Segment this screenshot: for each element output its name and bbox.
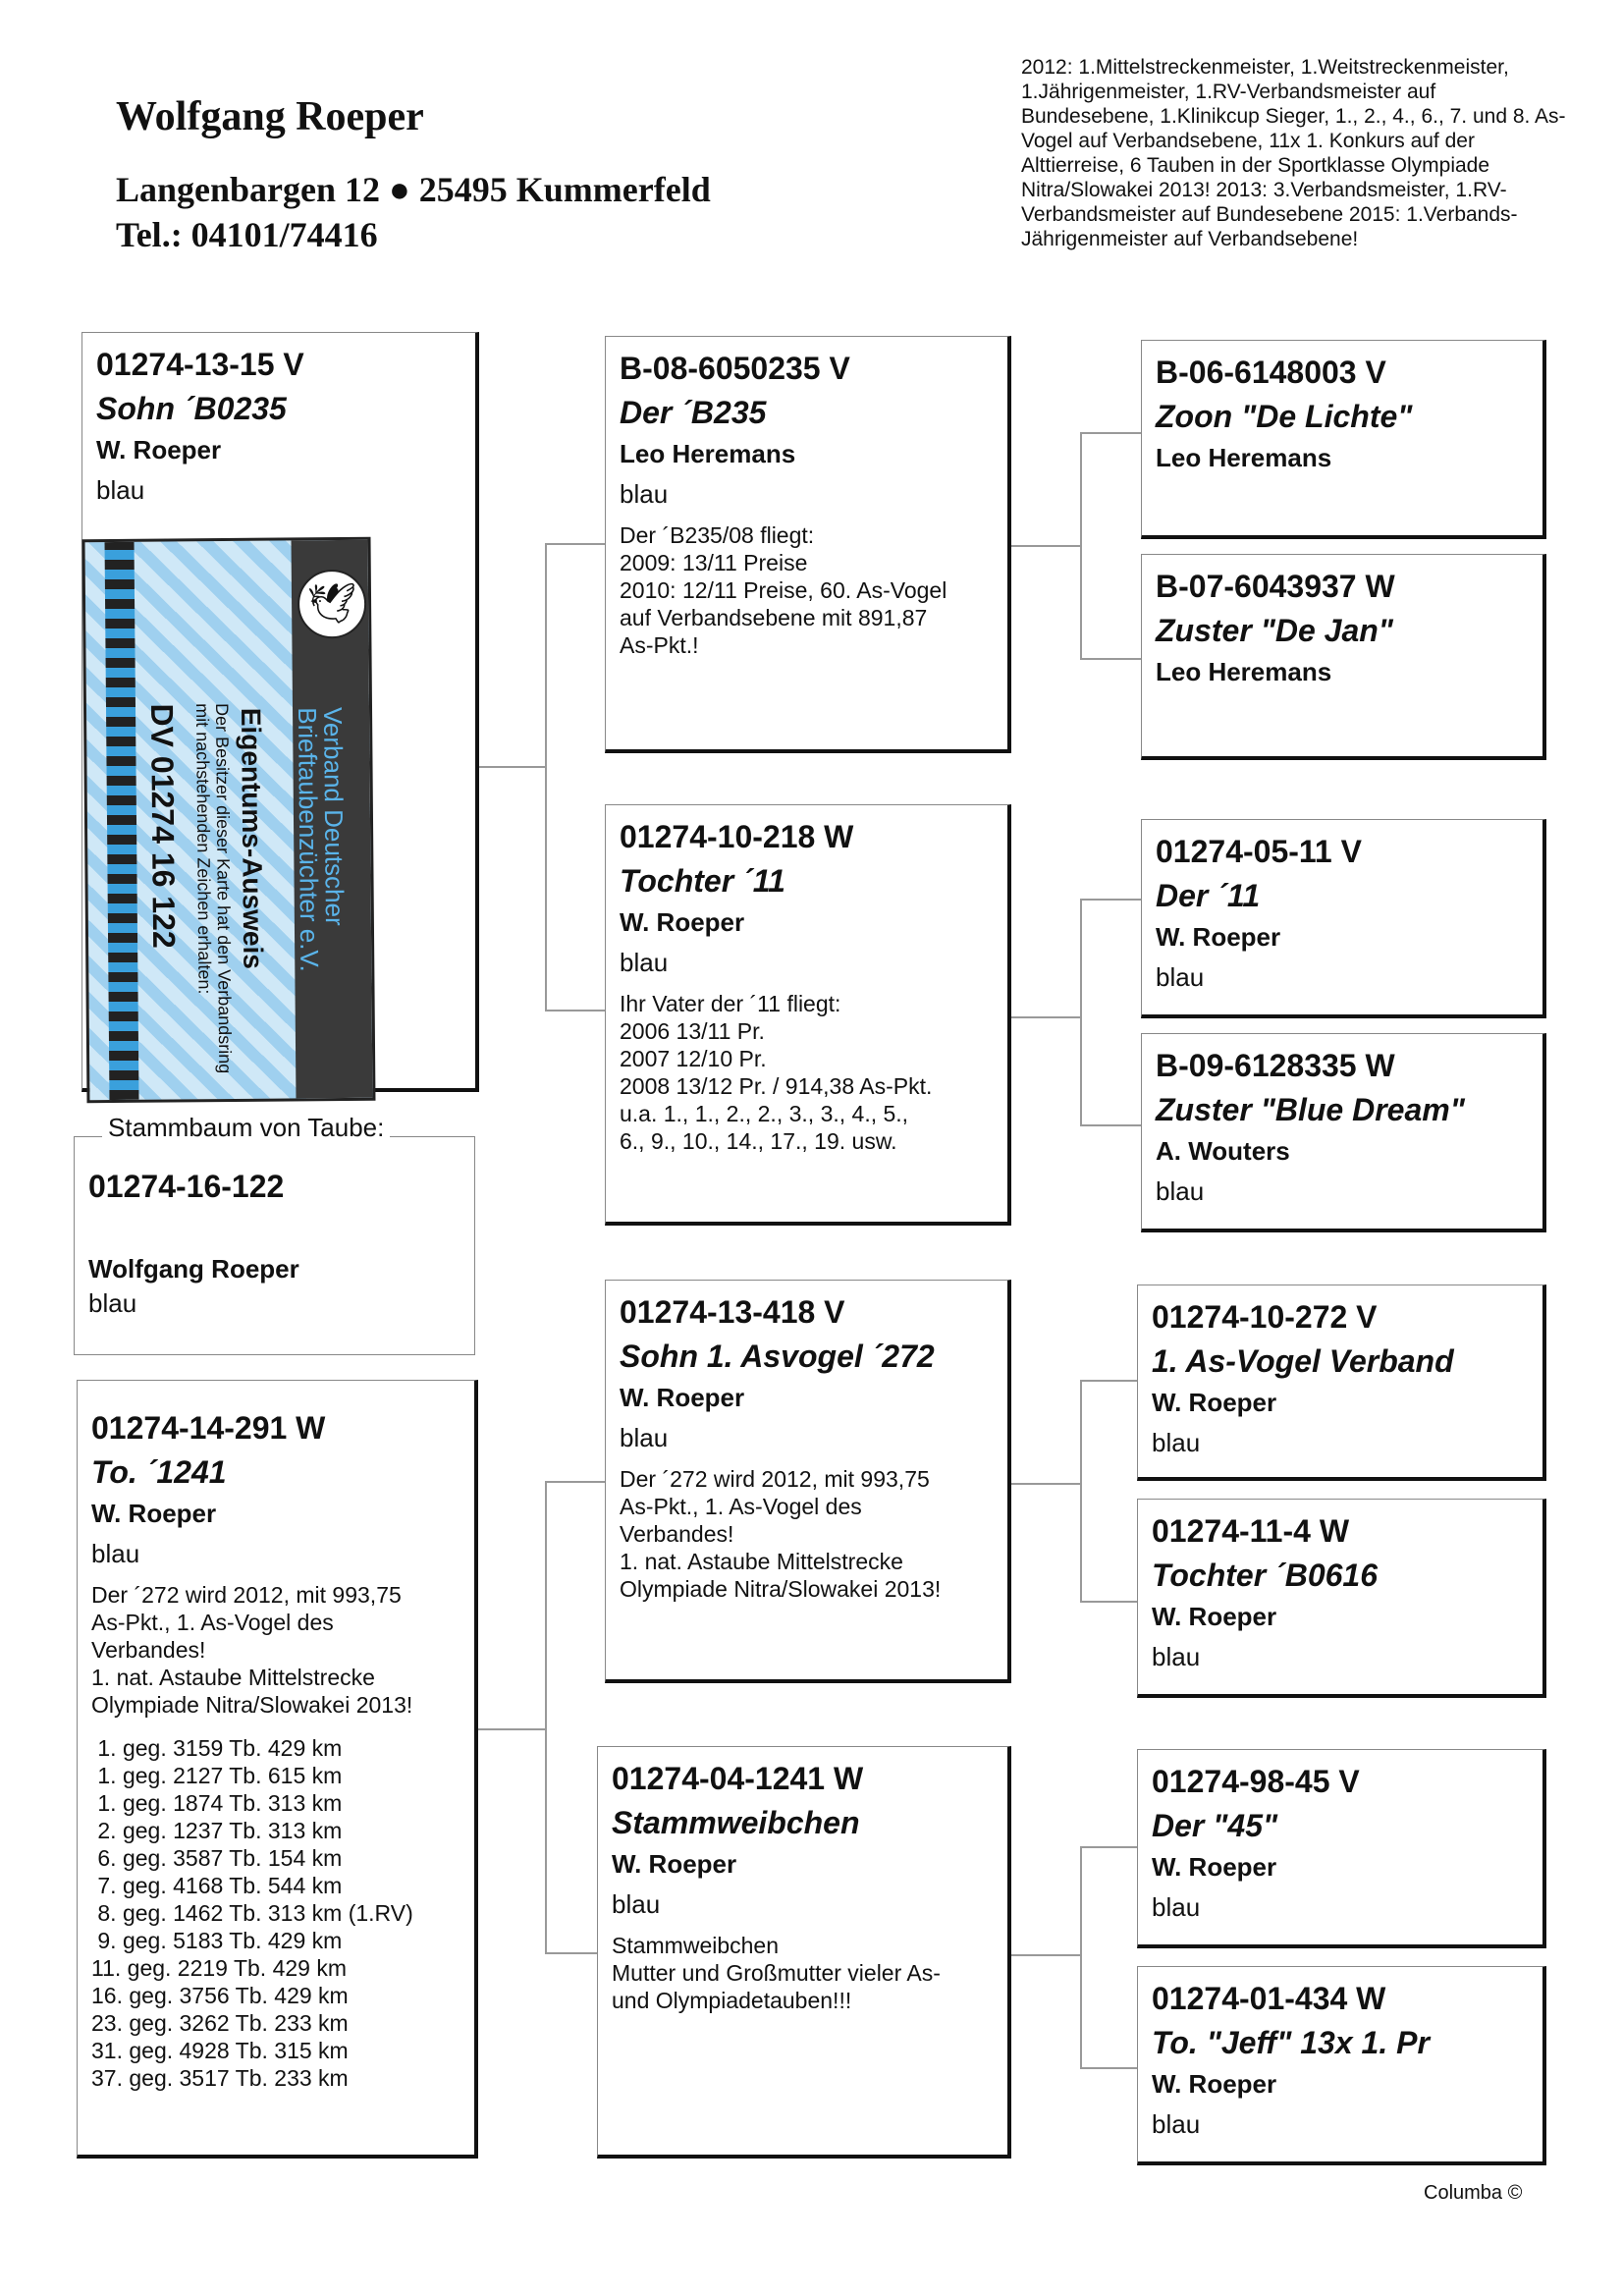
ggp-name: Der "45" [1152,1808,1278,1843]
ggp-name: 1. As-Vogel Verband [1152,1343,1454,1379]
ggp-id: B-06-6148003 V [1156,355,1386,390]
ggp-color: blau [1156,962,1205,992]
grandparent-breeder: Leo Heremans [620,439,796,468]
grandparent-id: 01274-13-418 V [620,1294,845,1330]
ggp-id: 01274-01-434 W [1152,1981,1386,2016]
subject-box [74,1136,475,1355]
card-title: Eigentums-Ausweis [236,707,269,969]
pedigree-label: Stammbaum von Taube: [102,1113,390,1143]
ggp-breeder: W. Roeper [1152,1388,1277,1417]
grandparent-note: Ihr Vater der ´11 fliegt: 2006 13/11 Pr. 2007 12/10 Pr. 2008 13/12 Pr. / 914,38 As-Pkt. u.a. 1., 1., 2., 2., 3., 3., 4., 5., 6., 9., 10., 14., 17., 19. usw. [620,991,933,1154]
subject-color: blau [88,1288,137,1318]
owner-phone: Tel.: 04101/74416 [116,215,378,254]
grandparent-box [605,1280,1011,1683]
grandparent-id: 01274-10-218 W [620,819,854,854]
ggp-name: To. "Jeff" 13x 1. Pr [1152,2025,1430,2060]
father-breeder: W. Roeper [96,435,222,465]
mother-color: blau [91,1539,140,1568]
great-grandparent-box [1137,1499,1546,1698]
ggp-id: 01274-10-272 V [1152,1299,1378,1335]
grandparent-id: B-08-6050235 V [620,351,850,386]
grandparent-color: blau [620,1423,669,1452]
ggp-name: Tochter ´B0616 [1152,1558,1378,1593]
card-text1: Der Besitzer dieser Karte hat den Verbandsring [211,702,236,1074]
great-grandparent-box [1141,819,1546,1018]
great-grandparent-box [1137,1966,1546,2165]
ggp-id: 01274-05-11 V [1156,834,1362,869]
grandparent-box [605,804,1011,1226]
grandparent-name: Sohn 1. Asvogel ´272 [620,1339,935,1374]
grandparent-name: Der ´B235 [620,395,767,430]
card-org-line2: Brieftaubenzüchter e.V. [293,707,325,972]
grandparent-breeder: W. Roeper [612,1849,737,1879]
mother-breeder: W. Roeper [91,1499,217,1528]
ggp-color: blau [1156,1176,1205,1206]
grandparent-box [597,1746,1011,2159]
ggp-breeder: A. Wouters [1156,1136,1290,1166]
card-org-line1: Verband Deutscher [318,706,350,926]
ggp-breeder: Leo Heremans [1156,443,1332,472]
grandparent-name: Tochter ´11 [620,863,785,899]
ggp-breeder: Leo Heremans [1156,657,1332,686]
mother-box [77,1380,478,2159]
mother-name: To. ´1241 [91,1454,227,1490]
card-text2: mit nachstehenden Zeichen erhalten: [191,703,215,995]
great-grandparent-box [1141,340,1546,539]
grandparent-breeder: W. Roeper [620,907,745,937]
owner-name: Wolfgang Roeper [116,94,424,139]
ggp-breeder: W. Roeper [1152,1602,1277,1631]
grandparent-breeder: W. Roeper [620,1383,745,1412]
ggp-name: Der ´11 [1156,878,1261,913]
achievements: 2012: 1.Mittelstreckenmeister, 1.Weitstreckenmeister, 1.Jährigenmeister, 1.RV-Verbandsmeister auf Bundesebene, 1.Klinikcup Sieger, 1., 2., 4., 6., 7. und 8. As-Vogel auf Verbandsebene, 11x 1. Konkurs auf der Alttierreise, 6 Tauben in der Sportklasse Olympiade Nitra/Slowakei 2013! 2013: 3.Verbandsmeister, 1.RV-Verbandsmeister auf Bundesebene 2015: 1.Verbands-Jährigenmeister auf Verbandsebene! [1021,56,1566,250]
ggp-breeder: W. Roeper [1152,2069,1277,2099]
ggp-id: B-09-6128335 W [1156,1048,1395,1083]
grandparent-note: Der ´272 wird 2012, mit 993,75 As-Pkt., 1. As-Vogel des Verbandes! 1. nat. Astaube Mittelstrecke Olympiade Nitra/Slowakei 2013! [620,1466,942,1602]
ggp-id: B-07-6043937 W [1156,569,1395,604]
grandparent-color: blau [612,1889,661,1919]
mother-id: 01274-14-291 W [91,1410,326,1446]
ggp-name: Zuster "De Jan" [1156,613,1393,648]
ggp-color: blau [1152,1428,1201,1457]
mother-results: 1. geg. 3159 Tb. 429 km 1. geg. 2127 Tb. 615 km 1. geg. 1874 Tb. 313 km 2. geg. 1237 Tb. 313 km 6. geg. 3587 Tb. 154 km 7. geg. 4168 Tb. 544 km 8. geg. 1462 Tb. 313 km (1.RV) 9. geg. 5183 Tb. 429 km 11. geg. 2219 Tb. 429 km 16. geg. 3756 Tb. 429 km 23. geg. 3262 Tb. 233 km 31. geg. 4928 Tb. 315 km 37. geg. 3517 Tb. 233 km [91,1735,413,2091]
father-name: Sohn ´B0235 [96,391,287,426]
father-color: blau [96,475,145,505]
ggp-color: blau [1152,1642,1201,1671]
ggp-breeder: W. Roeper [1152,1852,1277,1882]
subject-breeder: Wolfgang Roeper [88,1254,299,1284]
mother-note: Der ´272 wird 2012, mit 993,75 As-Pkt., 1. As-Vogel des Verbandes! 1. nat. Astaube Mittelstrecke Olympiade Nitra/Slowakei 2013! [91,1582,413,1718]
card-ring-number: DV 01274 16 122 [143,703,183,949]
ownership-card [82,537,376,1104]
grandparent-box [605,336,1011,753]
great-grandparent-box [1141,1033,1546,1232]
ggp-color: blau [1152,1892,1201,1922]
grandparent-name: Stammweibchen [612,1805,860,1840]
ggp-color: blau [1152,2109,1201,2139]
subject-id: 01274-16-122 [88,1169,285,1204]
ggp-id: 01274-98-45 V [1152,1764,1360,1799]
grandparent-note: Der ´B235/08 fliegt: 2009: 13/11 Preise 2010: 12/11 Preise, 60. As-Vogel auf Verbandsebene mit 891,87 As-Pkt.! [620,522,947,658]
great-grandparent-box [1141,554,1546,760]
great-grandparent-box [1137,1749,1546,1948]
grandparent-id: 01274-04-1241 W [612,1761,864,1796]
grandparent-color: blau [620,948,669,977]
grandparent-color: blau [620,479,669,509]
grandparent-note: Stammweibchen Mutter und Großmutter vieler As- und Olympiadetauben!!! [612,1933,941,2013]
dove-logo-icon: 🕊 [298,570,367,639]
owner-address: Langenbargen 12 ● 25495 Kummerfeld [116,170,711,209]
great-grandparent-box [1137,1285,1546,1481]
father-id: 01274-13-15 V [96,347,304,382]
ggp-name: Zoon "De Lichte" [1156,399,1413,434]
ggp-name: Zuster "Blue Dream" [1156,1092,1465,1127]
ggp-id: 01274-11-4 W [1152,1513,1350,1549]
footer-credit: Columba © [1424,2182,1523,2204]
ggp-breeder: W. Roeper [1156,922,1281,952]
